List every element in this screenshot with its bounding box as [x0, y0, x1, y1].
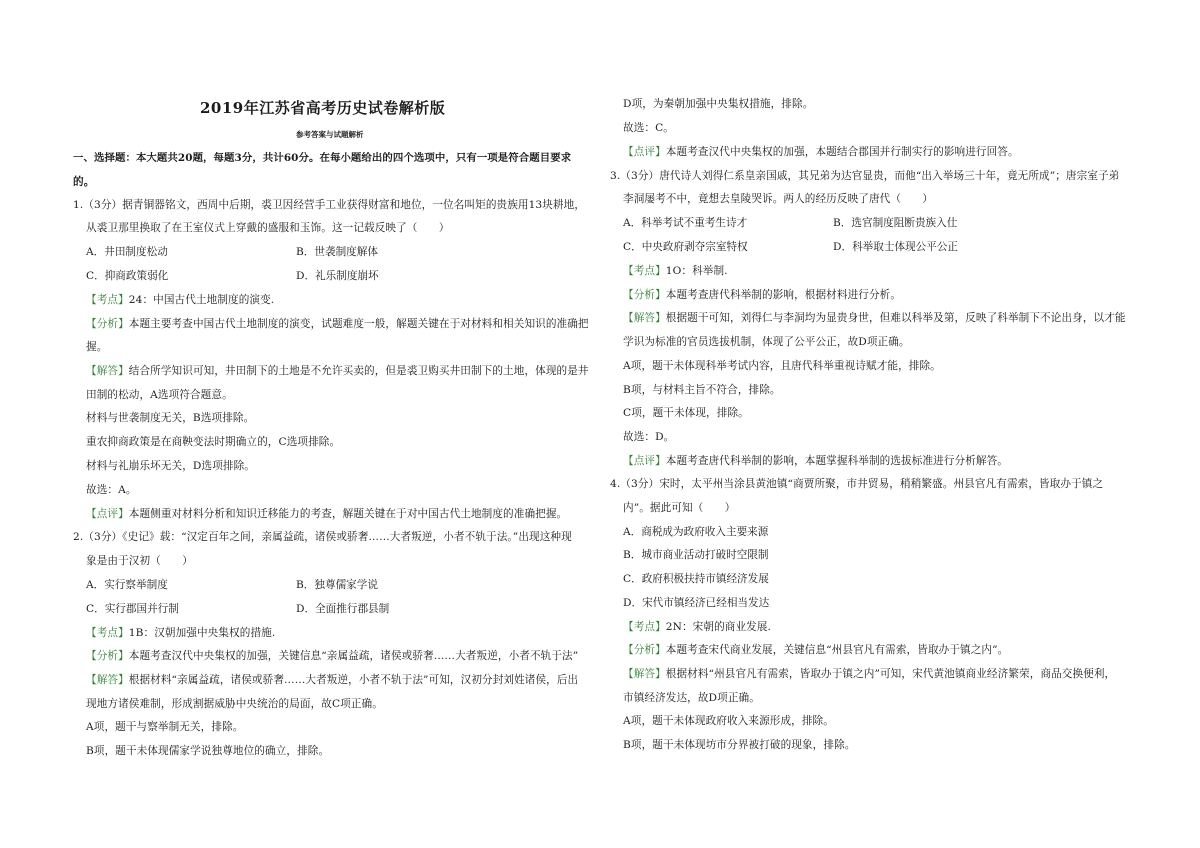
- jieda-tag: 【解答】: [623, 668, 666, 680]
- q1-option-c: C．抑商政策弱化: [86, 270, 169, 282]
- q4-kaodian: [623, 620, 771, 634]
- q2-line: B项，题干未体现儒家学说独尊地位的确立，排除。: [86, 745, 330, 757]
- q1-line: 材料与礼崩乐坏无关，D选项排除。: [86, 460, 255, 472]
- q3-option-a: A．科举考试不重考生诗才: [623, 217, 748, 229]
- q3-option-d: D．科举取士体现公平公正: [833, 241, 959, 253]
- q1-option-b: B．世袭制度解体: [296, 246, 378, 258]
- page-subtitle: 参考答案与试题解析: [296, 130, 364, 139]
- jieda-text: 根据材料“亲属益疏，诸侯或骄奢……大者叛逆，小者不轨于法”可知，汉初分封刘姓诸侯，后出: [128, 674, 579, 686]
- fenxi-tag: 【分析】: [86, 318, 129, 330]
- dianping-tag: 【点评】: [623, 146, 666, 158]
- q2-dianping: [623, 145, 1019, 159]
- q3-stem-line1: 3.（3分）唐代诗人刘得仁系皇亲国戚，其兄弟为达官显贵，而他“出入举场三十年，竟无所成”；唐宗室子弟: [610, 170, 1120, 182]
- q2-kaodian: [86, 626, 275, 640]
- q4-option-d: D．宋代市镇经济已经相当发达: [623, 597, 770, 609]
- q3-option-c: C．中央政府剥夺宗室特权: [623, 241, 748, 253]
- section-heading-cont: 的。: [73, 176, 95, 188]
- q1-kaodian: [86, 293, 274, 307]
- page-title: 2019年江苏省高考历史试卷解析版: [200, 99, 446, 117]
- q4-option-a: A．商税成为政府收入主要来源: [623, 526, 769, 538]
- q3-kaodian: [623, 264, 728, 278]
- kaodian-text: 2N：宋朝的商业发展.: [665, 621, 772, 633]
- jieda-tag: 【解答】: [623, 312, 666, 324]
- fenxi-tag: 【分析】: [623, 289, 666, 301]
- q3-stem-line2: 李洞屡考不中，竟想去皇陵哭诉。两人的经历反映了唐代（ ）: [623, 193, 934, 205]
- kaodian-tag: 【考点】: [86, 627, 129, 639]
- q1-fenxi-cont: 握。: [86, 341, 108, 353]
- q1-line: 重农抑商政策是在商鞅变法时期确立的，C选项排除。: [86, 436, 341, 448]
- q2-jieda-cont: 现地方诸侯难制，形成割据威胁中央统治的局面，故C项正确。: [86, 698, 383, 710]
- q1-option-a: A．井田制度松动: [86, 246, 168, 258]
- q1-stem-line1: 1.（3分）据青铜器铭文，西周中后期，裘卫因经营手工业获得财富和地位，一位名叫矩的贵族用13块耕地，: [73, 199, 586, 211]
- q4-jieda-cont: 市镇经济发达，故D项正确。: [623, 692, 760, 704]
- q2-option-a: A．实行察举制度: [86, 579, 168, 591]
- q1-stem-line2: 从裘卫那里换取了在王室仪式上穿戴的盛服和玉饰。这一记载反映了（ ）: [86, 222, 450, 234]
- fenxi-text: 本题考查汉代中央集权的加强，关键信息“亲属益疏，诸侯或骄奢……大者叛逆，小者不轨于法”: [128, 650, 579, 662]
- jieda-text: 根据题干可知，刘得仁与李洞均为显贵身世，但难以科举及第，反映了科举制下不论出身，以才能: [665, 312, 1126, 324]
- fenxi-tag: 【分析】: [86, 650, 129, 662]
- q3-jieda-cont: 学识为标准的官员选拔机制，体现了公平公正，故D项正确。: [623, 336, 910, 348]
- kaodian-tag: 【考点】: [623, 621, 666, 633]
- jieda-tag: 【解答】: [86, 674, 129, 686]
- q2-line: A项，题干与察举制无关，排除。: [86, 721, 244, 733]
- q3-answer: 故选：D。: [623, 431, 675, 443]
- q2-jieda: [86, 673, 578, 687]
- q1-option-d: D．礼乐制度崩坏: [296, 270, 379, 282]
- dianping-text: 本题侧重对材料分析和知识迁移能力的考查，解题关键在于对中国古代土地制度的准确把握。: [128, 508, 568, 520]
- dianping-tag: 【点评】: [623, 455, 666, 467]
- q2-stem-line1: 2.（3分）《史记》载：“汉定百年之间，亲属益疏，诸侯或骄奢……大者叛逆，小者不轨于法。”出现这种现: [73, 531, 572, 543]
- q1-jieda: [86, 364, 589, 378]
- fenxi-text: 本题考查唐代科举制的影响，根据材料进行分析。: [665, 289, 902, 301]
- q2-option-c: C．实行郡国并行制: [86, 603, 179, 615]
- q2-option-b: B．独尊儒家学说: [296, 579, 378, 591]
- jieda-text: 结合所学知识可知，井田制下的土地是不允许买卖的，但是裘卫购买井田制下的土地，体现的是井: [128, 365, 589, 377]
- dianping-text: 本题考查汉代中央集权的加强，本题结合郡国并行制实行的影响进行回答。: [665, 146, 1019, 158]
- q2-cont-line: D项，为秦朝加强中央集权措施，排除。: [623, 98, 814, 110]
- kaodian-tag: 【考点】: [86, 294, 129, 306]
- dianping-tag: 【点评】: [86, 508, 129, 520]
- q4-fenxi: [623, 643, 1008, 657]
- kaodian-tag: 【考点】: [623, 265, 666, 277]
- q1-jieda-cont: 田制的松动，A选项符合题意。: [86, 389, 233, 401]
- q3-dianping: [623, 454, 1008, 468]
- q3-line: A项，题干未体现科举考试内容，且唐代科举重视诗赋才能，排除。: [623, 360, 941, 372]
- q1-line: 材料与世袭制度无关，B选项排除。: [86, 412, 255, 424]
- q1-answer: 故选：A。: [86, 484, 137, 496]
- fenxi-text: 本题主要考查中国古代土地制度的演变，试题难度一般，解题关键在于对材料和相关知识的准确把: [128, 318, 589, 330]
- q3-line: C项，题干未体现，排除。: [623, 407, 749, 419]
- q3-fenxi: [623, 288, 901, 302]
- q4-line: B项，题干未体现坊市分界被打破的现象，排除。: [623, 739, 856, 751]
- fenxi-tag: 【分析】: [623, 644, 666, 656]
- kaodian-text: 24：中国古代土地制度的演变.: [128, 294, 275, 306]
- q2-option-d: D．全面推行郡县制: [296, 603, 390, 615]
- q1-fenxi: [86, 317, 589, 331]
- fenxi-text: 本题考查宋代商业发展，关键信息“州县官凡有需索，皆取办于镇之内”。: [665, 644, 1009, 656]
- q1-dianping: [86, 507, 567, 521]
- section-heading: 一、选择题：本大题共20题，每题3分，共计60分。在每小题给出的四个选项中，只有一项是符合题目要求: [73, 152, 572, 164]
- q2-stem-line2: 象是由于汉初（ ）: [86, 555, 193, 567]
- q2-fenxi: [86, 649, 578, 663]
- jieda-tag: 【解答】: [86, 365, 129, 377]
- q4-option-b: B．城市商业活动打破时空限制: [623, 549, 769, 561]
- kaodian-text: 1B：汉朝加强中央集权的措施.: [128, 627, 276, 639]
- q4-option-c: C．政府积极扶持市镇经济发展: [623, 573, 769, 585]
- q3-jieda: [623, 311, 1126, 325]
- q4-stem-line2: 内”。据此可知（ ）: [623, 502, 736, 514]
- q4-jieda: [623, 667, 1115, 681]
- q2-answer: 故选：C。: [623, 122, 674, 134]
- kaodian-text: 1O：科举制.: [665, 265, 728, 277]
- q3-option-b: B．选官制度阻断贵族入仕: [833, 217, 958, 229]
- q4-stem-line1: 4.（3分）宋时，太平州当涂县黄池镇“商贾所聚，市井贸易，稍稍繁盛。州县官凡有需索，皆取办于镇之: [610, 478, 1104, 490]
- q3-line: B项，与材料主旨不符合，排除。: [623, 384, 781, 396]
- dianping-text: 本题考查唐代科举制的影响，本题掌握科举制的选拔标准进行分析解答。: [665, 455, 1008, 467]
- jieda-text: 根据材料“州县官凡有需索，皆取办于镇之内”可知，宋代黄池镇商业经济繁荣，商品交换便利，: [665, 668, 1116, 680]
- q4-line: A项，题干未体现政府收入来源形成，排除。: [623, 715, 834, 727]
